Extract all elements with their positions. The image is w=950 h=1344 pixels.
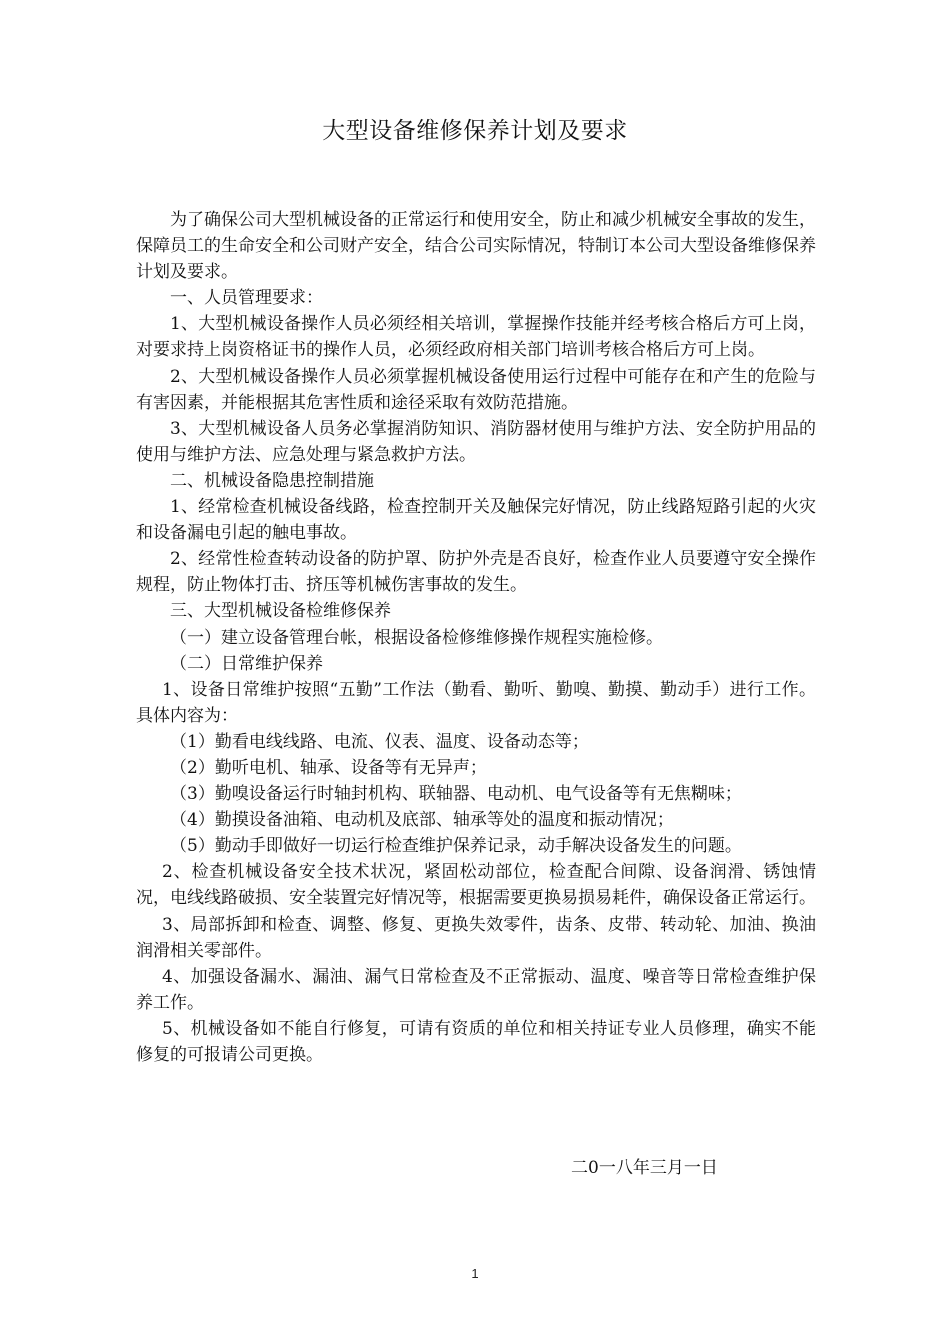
daily-maintenance-item-4: 4、加强设备漏水、漏油、漏气日常检查及不正常振动、温度、噪音等日常检查维护保养工作。 [136, 966, 816, 1013]
section-heading-hazard-control: 二、机械设备隐患控制措施 [170, 470, 374, 491]
hazard-control-item-1: 1、经常检查机械设备线路，检查控制开关及触保完好情况，防止线路短路引起的火灾和设备漏电引起的触电事故。 [136, 497, 816, 544]
five-diligence-act: （5）勤动手即做好一切运行检查维护保养记录，动手解决设备发生的问题。 [170, 836, 742, 857]
section-heading-maintenance: 三、大型机械设备检维修保养 [170, 601, 391, 622]
daily-maintenance-item-3: 3、局部拆卸和检查、调整、修复、更换失效零件，齿条、皮带、转动轮、加油、换油润滑相关零部件。 [136, 914, 816, 961]
five-diligence-look: （1）勤看电线线路、电流、仪表、温度、设备动态等； [170, 731, 589, 752]
five-diligence-touch: （4）勤摸设备油箱、电动机及底部、轴承等处的温度和振动情况； [170, 810, 674, 831]
five-diligence-smell: （3）勤嗅设备运行时轴封机构、联轴器、电动机、电气设备等有无焦糊味； [170, 784, 742, 805]
document-date: 二0一八年三月一日 [571, 1158, 718, 1178]
maintenance-subsection-2: （二）日常维护保养 [170, 653, 323, 674]
personnel-item-2: 2、大型机械设备操作人员必须掌握机械设备使用运行过程中可能存在和产生的危险与有害因素，并能根据其危害性质和途径采取有效防范措施。 [136, 366, 816, 413]
daily-maintenance-item-5: 5、机械设备如不能自行修复，可请有资质的单位和相关持证专业人员修理，确实不能修复的可报请公司更换。 [136, 1018, 816, 1065]
personnel-item-1: 1、大型机械设备操作人员必须经相关培训，掌握操作技能并经考核合格后方可上岗，对要求持上岗资格证书的操作人员，必须经政府相关部门培训考核合格后方可上岗。 [136, 314, 816, 361]
hazard-control-item-2: 2、经常性检查转动设备的防护罩、防护外壳是否良好，检查作业人员要遵守安全操作规程，防止物体打击、挤压等机械伤害事故的发生。 [136, 549, 816, 596]
daily-maintenance-item-1: 1、设备日常维护按照“五勤”工作法（勤看、勤听、勤嗅、勤摸、勤动手）进行工作。具体内容为： [136, 679, 816, 726]
document-body [136, 207, 816, 1068]
five-diligence-listen: （2）勤听电机、轴承、设备等有无异声； [170, 757, 487, 778]
section-heading-personnel: 一、人员管理要求： [170, 288, 323, 309]
intro-paragraph: 为了确保公司大型机械设备的正常运行和使用安全，防止和减少机械安全事故的发生，保障员工的生命安全和公司财产安全，结合公司实际情况，特制订本公司大型设备维修保养计划及要求。 [136, 210, 816, 283]
page-number: 1 [471, 1266, 479, 1281]
personnel-item-3: 3、大型机械设备人员务必掌握消防知识、消防器材使用与维护方法、安全防护用品的使用与维护方法、应急处理与紧急救护方法。 [136, 418, 816, 465]
maintenance-subsection-1: （一）建立设备管理台帐，根据设备检修维修操作规程实施检修。 [170, 627, 663, 648]
document-title: 大型设备维修保养计划及要求 [322, 118, 628, 144]
daily-maintenance-item-2: 2、检查机械设备安全技术状况，紧固松动部位，检查配合间隙、设备润滑、锈蚀情况，电线线路破损、安全装置完好情况等，根据需要更换易损易耗件，确保设备正常运行。 [136, 862, 816, 909]
